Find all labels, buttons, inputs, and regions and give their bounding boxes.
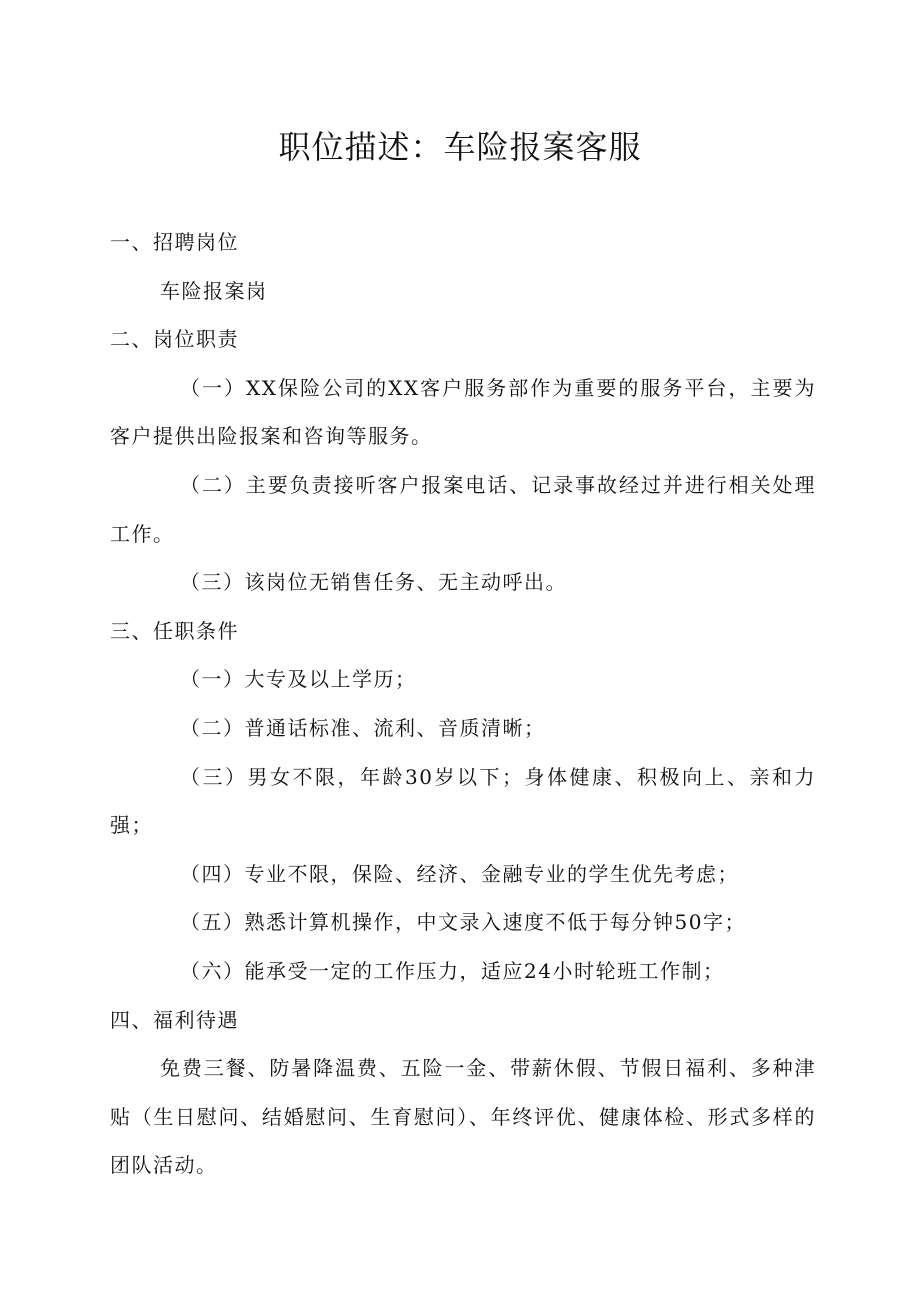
requirement-item-6: （六）能承受一定的工作压力，适应24小时轮班工作制； — [180, 958, 725, 983]
requirement-item-3: （三）男女不限，年龄30岁以下；身体健康、积极向上、亲和力强； — [110, 764, 816, 838]
document-title: 职位描述：车险报案客服 — [278, 128, 642, 166]
requirement-item-5: （五）熟悉计算机操作，中文录入速度不低于每分钟50字； — [180, 910, 746, 935]
requirement-item-4: （四）专业不限，保险、经济、金融专业的学生优先考虑； — [180, 861, 739, 886]
document-body — [110, 218, 816, 1190]
responsibility-item-3: （三）该岗位无销售任务、无主动呼出。 — [180, 570, 567, 595]
responsibility-item-2: （二）主要负责接听客户报案电话、记录事故经过并进行相关处理工作。 — [110, 472, 816, 546]
responsibility-item-1: （一）XX保险公司的XX客户服务部作为重要的服务平台，主要为客户提供出险报案和咨询等服务。 — [110, 375, 816, 449]
section-heading-benefits: 四、福利待遇 — [110, 1007, 239, 1032]
section-heading-requirements: 三、任职条件 — [110, 618, 239, 643]
section-heading-recruitment-position: 一、招聘岗位 — [110, 230, 239, 254]
section-heading-responsibilities: 二、岗位职责 — [110, 327, 239, 352]
benefits-paragraph: 免费三餐、防暑降温费、五险一金、带薪休假、节假日福利、多种津贴（生日慰问、结婚慰问、生育慰问）、年终评优、健康体检、形式多样的团队活动。 — [110, 1056, 816, 1178]
requirement-item-2: （二）普通话标准、流利、音质清晰； — [180, 715, 546, 740]
requirement-item-1: （一）大专及以上学历； — [180, 667, 417, 692]
position-name: 车险报案岗 — [160, 278, 268, 303]
